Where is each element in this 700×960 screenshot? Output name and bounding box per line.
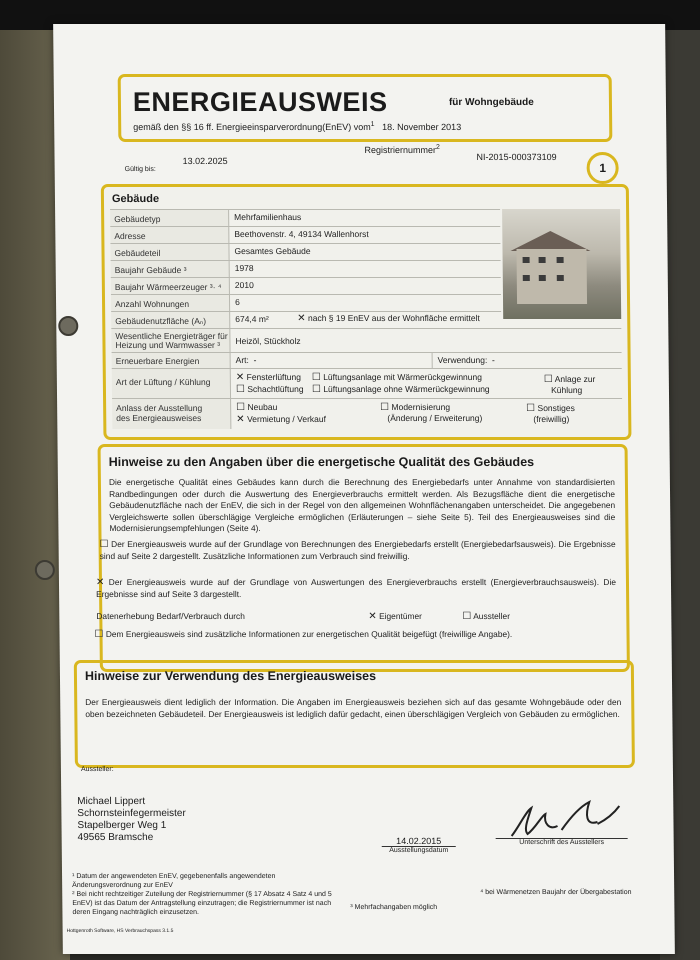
building-table-lower bbox=[111, 328, 622, 430]
table-row: Adresse Beethovenstr. 4, 49134 Wallenhorst bbox=[110, 226, 500, 244]
energy-carriers: Heizöl, Stückholz bbox=[235, 336, 301, 346]
building-wall bbox=[516, 249, 587, 304]
building-window bbox=[523, 275, 530, 281]
table-row: Baujahr Gebäude ³ 1978 bbox=[111, 260, 501, 278]
table-row: Gebäudenutzfläche (Aₙ) 674,4 m² ✕ nach § 19 EnEV aus der Wohnfläche ermittelt bbox=[111, 311, 501, 329]
area-method-check: ✕ nach § 19 EnEV aus der Wohnfläche ermittelt bbox=[297, 313, 480, 324]
issuer-city: 49565 Bramsche bbox=[77, 832, 154, 843]
footnotes-left bbox=[72, 872, 342, 917]
issuer-address bbox=[77, 796, 186, 844]
signature-label: Unterschrift des Ausstellers bbox=[496, 838, 628, 846]
software-credit: Hottgenroth Software, HS Verbrauchspass 3.1.5 bbox=[66, 928, 174, 934]
energy-quality-notes bbox=[94, 444, 630, 672]
footnote-3: ³ Mehrfachangaben möglich bbox=[350, 904, 438, 911]
building-window bbox=[557, 275, 564, 281]
ventilation-without-recovery: ☐ Lüftungsanlage ohne Wärmerückgewinnung bbox=[311, 384, 490, 395]
footnote-4: ⁴ bei Wärmenetzen Baujahr der Übergabestation bbox=[480, 889, 632, 896]
reason-new-build: ☐ Neubau bbox=[236, 402, 278, 413]
issue-date-block bbox=[382, 836, 456, 854]
building-window bbox=[523, 257, 530, 263]
table-row: Anlass der Ausstellung des Energieausweises ☐ Neubau ✕ Vermietung / Verkauf ☐ Modernisierung (Änderung / Erweiterung) ☐ Sonstiges (freiwillig) bbox=[112, 398, 622, 429]
signature-image bbox=[501, 796, 632, 844]
reason-rent-sale: ✕ Vermietung / Verkauf bbox=[236, 414, 327, 425]
issue-date: 14.02.2015 bbox=[382, 836, 456, 847]
issue-date-label: Ausstellungsdatum bbox=[389, 847, 449, 854]
collected-by-issuer: ☐ Aussteller bbox=[462, 611, 511, 622]
ventilation-shaft: ☐ Schachtlüftung bbox=[235, 384, 304, 395]
notes-heading: Hinweise zu den Angaben über die energetische Qualität des Gebäudes bbox=[108, 455, 535, 469]
demand-based-option: ☐ Der Energieausweis wurde auf der Grundlage von Berechnungen des Energiebedarfs erstellt (Energiebedarfsausweis). Die Ergebnisse sind auf Seite 2 dargestellt. Zusätzliche Informationen zum Verbrauch sind freiwillig. bbox=[99, 539, 616, 561]
punch-hole-bottom bbox=[35, 560, 55, 580]
usage-heading: Hinweise zur Verwendung des Energieausweises bbox=[84, 669, 377, 683]
footnote-2: ² Bei nicht rechtzeitiger Zuteilung der Registriernummer (§ 17 Absatz 4 Satz 4 und 5 EnEV) ist das Datum der Antragstellung einzutragen; die Registriernummer ist nach deren Eingang nachträglich einzusetzen. bbox=[72, 891, 332, 916]
consumption-based-option: ✕ Der Energieausweis wurde auf der Grundlage von Auswertungen des Energieverbrauchs erstellt (Energieverbrauchsausweis). Die Ergebnisse sind auf Seite 3 dargestellt. bbox=[95, 577, 617, 599]
table-row: Anzahl Wohnungen 6 bbox=[111, 294, 501, 312]
table-row: Gebäudetyp Mehrfamilienhaus bbox=[110, 209, 500, 227]
certificate-page: ENERGIEAUSWEIS für Wohngebäude gemäß den §§ 16 ff. Energieeinsparverordnung(EnEV) vom$^1$ 18. November 2013 Gültig bis: 13.02.2025 Registriernummer$^2$ NI-2015-000373109 1 Gebäude Gebäudetyp Mehrfamilienhaus Adresse Beethovenstr. 4, 49134 Wallenhorst Gebäudeteil Gesamtes Gebäude Baujahr Gebäude ³ 1978 Baujahr Wärmeerzeuger ³· ⁴ 2010 Anzahl Wohnungen 6 Gebäudenutzfläche (Aₙ) 674,4 m² ✕ nach § 19 EnEV aus der Wohnfläche ermittelt Wesentliche Energieträger für Heizung und Warmwasser ³ Heizöl, Stückholz Erneuerbare Energien Art: - Verwendung: - Art der Lüftung / Kühlung ✕ Fensterlüftung ☐ Schachtlüftung ☐ Lüftungsanlage mit Wärmerückgewinnung ☐ Lüftungsanlage ohne Wärmerückgewinnung ☐ Anlage zur Kühlung Anlass der Ausstellung des Energieausweises ☐ Neubau ✕ Vermietung / Verkauf ☐ Modernisierung (Änderung / Erweiterung) ☐ Sonstiges (freiwillig) Hinweise zu den Angaben über die energetische Qualität des Gebäudes Die energetische Qualität eines Gebäudes kann durch die Berechnung des Energiebedarfs unter Annahme von standardisierten Randbedingungen oder durch die Auswertung des Energieverbrauchs ermittelt werden. Als Bezugsfläche dient die energetische Gebäudenutzfläche nach der EnEV, die sich in der Regel von den allgemeinen Wohnflächenangaben unterscheidet. Die angegebenen Vergleichswerte sollen überschlägige Vergleiche ermöglichen (Erläuterungen – siehe Seite 5). Teil des Energieausweises sind die Modernisierungsempfehlungen (Seite 4). ☐ Der Energieausweis wurde auf der Grundlage von Berechnungen des Energiebedarfs erstellt (Energiebedarfsausweis). Die Ergebnisse sind auf Seite 2 dargestellt. Zusätzliche Informationen zum Verbrauch sind freiwillig. ✕ Der Energieausweis wurde auf der Grundlage von Auswertungen des Energieverbrauchs erstellt (Energieverbrauchsausweis). Die Ergebnisse sind auf Seite 3 dargestellt. Datenerhebung Bedarf/Verbrauch durch ✕ Eigentümer ☐ Aussteller ☐ Dem Energieausweis sind zusätzliche Informationen zur energetischen Qualität beigefügt (freiwillige Angabe). Hinweise zur Verwendung des Energieausweises Der Energieausweis dient lediglich der Information. Die Angaben im Energieausweis beziehen sich auf das gesamte Wohngebäude oder den oben bezeichneten Gebäudeteil. Der Energieausweis ist lediglich dafür gedacht, einen überschlägigen Vergleich von Gebäuden zu ermöglichen. Aussteller: Michael Lippert Schornsteinfegermeister Stapelberger Weg 1 49565 Bramsche 14.02.2015 Ausstellungsdatum Unterschrift des Ausstellers ¹ Datum der angewendeten EnEV, gegebenenfalls angewendeten Änderungsverordnung zur EnEV ² Bei nicht rechtzeitiger Zuteilung der Registriernummer (§ 17 Absatz 4 Satz 4 und 5 EnEV) ist das Datum der Antragstellung einzutragen; die Registriernummer ist nach deren Eingang nachträglich einzusetzen. ³ Mehrfachangaben möglich ⁴ bei Wärmenetzen Baujahr der Übergabestation Hottgenroth Software, HS Verbrauchspass 3.1.5 bbox=[53, 24, 675, 954]
notes-paragraph: Die energetische Qualität eines Gebäudes kann durch die Berechnung des Energiebedarfs unter Annahme von standardisierten Randbedingungen oder durch die Auswertung des Energieverbrauchs ermittelt werden. Als Bezugsfläche dient die energetische Gebäudenutzfläche nach der EnEV, die sich in der Regel von den allgemeinen Wohnflächenangaben unterscheidet. Die angegebenen Vergleichswerte sollen überschlägige Vergleiche ermöglichen (Erläuterungen – siehe Seite 5). Teil des Energieausweises sind die Modernisierungsempfehlungen (Seite 4). bbox=[108, 477, 616, 533]
registration-number: NI-2015-000373109 bbox=[476, 152, 557, 162]
collected-by-owner: ✕ Eigentümer bbox=[368, 611, 422, 622]
additional-info-option: ☐ Dem Energieausweis sind zusätzliche Informationen zur energetischen Qualität beigefügt (freiwillige Angabe). bbox=[94, 629, 513, 640]
issuer-name: Michael Lippert bbox=[77, 796, 146, 807]
building-window bbox=[539, 257, 546, 263]
header-box bbox=[118, 74, 613, 142]
cooling-system: ☐ Anlage zur Kühlung bbox=[543, 374, 596, 395]
footnote-1: ¹ Datum der angewendeten EnEV, gegebenenfalls angewendeten Änderungsverordnung zur EnEV bbox=[72, 873, 276, 889]
table-row: Baujahr Wärmeerzeuger ³· ⁴ 2010 bbox=[111, 277, 501, 295]
table-row: Gebäudeteil Gesamtes Gebäude bbox=[110, 243, 500, 261]
ventilation-with-recovery: ☐ Lüftungsanlage mit Wärmerückgewinnung bbox=[311, 372, 482, 383]
building-heading: Gebäude bbox=[111, 193, 160, 205]
building-table bbox=[110, 209, 501, 327]
reason-modernization: ☐ Modernisierung (Änderung / Erweiterung) bbox=[380, 402, 483, 423]
issuer-label: Aussteller: bbox=[80, 766, 114, 773]
table-row: Art der Lüftung / Kühlung ✕ Fensterlüftung ☐ Schachtlüftung ☐ Lüftungsanlage mit Wärmerückgewinnung ☐ Lüftungsanlage ohne Wärmerückgewinnung ☐ Anlage zur Kühlung bbox=[112, 368, 622, 399]
building-section bbox=[101, 184, 632, 440]
issuer-street: Stapelberger Weg 1 bbox=[77, 820, 167, 831]
usage-paragraph: Der Energieausweis dient lediglich der Information. Die Angaben im Energieausweis beziehen sich auf das gesamte Wohngebäude oder den oben bezeichneten Gebäudeteil. Der Energieausweis ist lediglich dafür gedacht, einen überschlägigen Vergleich von Gebäuden zu ermöglichen. bbox=[85, 697, 622, 719]
table-row: Wesentliche Energieträger für Heizung und Warmwasser ³ Heizöl, Stückholz bbox=[111, 328, 621, 353]
building-window bbox=[557, 257, 564, 263]
punch-hole-top bbox=[58, 316, 78, 336]
legal-basis: gemäß den §§ 16 ff. Energieeinsparverordnung(EnEV) vom$^1$ 18. November 2013 bbox=[133, 121, 462, 132]
page-title: ENERGIEAUSWEIS bbox=[132, 87, 388, 117]
building-window bbox=[539, 275, 546, 281]
valid-until-date: 13.02.2025 bbox=[182, 156, 228, 166]
registration-label: Registriernummer$^2$ bbox=[364, 144, 440, 155]
issuer-title: Schornsteinfegermeister bbox=[77, 808, 186, 819]
building-photo bbox=[502, 209, 621, 319]
header-subtitle: für Wohngebäude bbox=[448, 97, 534, 108]
ventilation-window: ✕ Fensterlüftung bbox=[235, 372, 301, 383]
page-number-badge: 1 bbox=[586, 152, 618, 184]
usage-notes bbox=[74, 660, 635, 768]
building-roof bbox=[510, 231, 590, 251]
data-collection-label: Datenerhebung Bedarf/Verbrauch durch bbox=[96, 611, 245, 621]
table-row: Erneuerbare Energien Art: - Verwendung: - bbox=[112, 352, 622, 369]
reason-other: ☐ Sonstiges (freiwillig) bbox=[526, 403, 575, 424]
